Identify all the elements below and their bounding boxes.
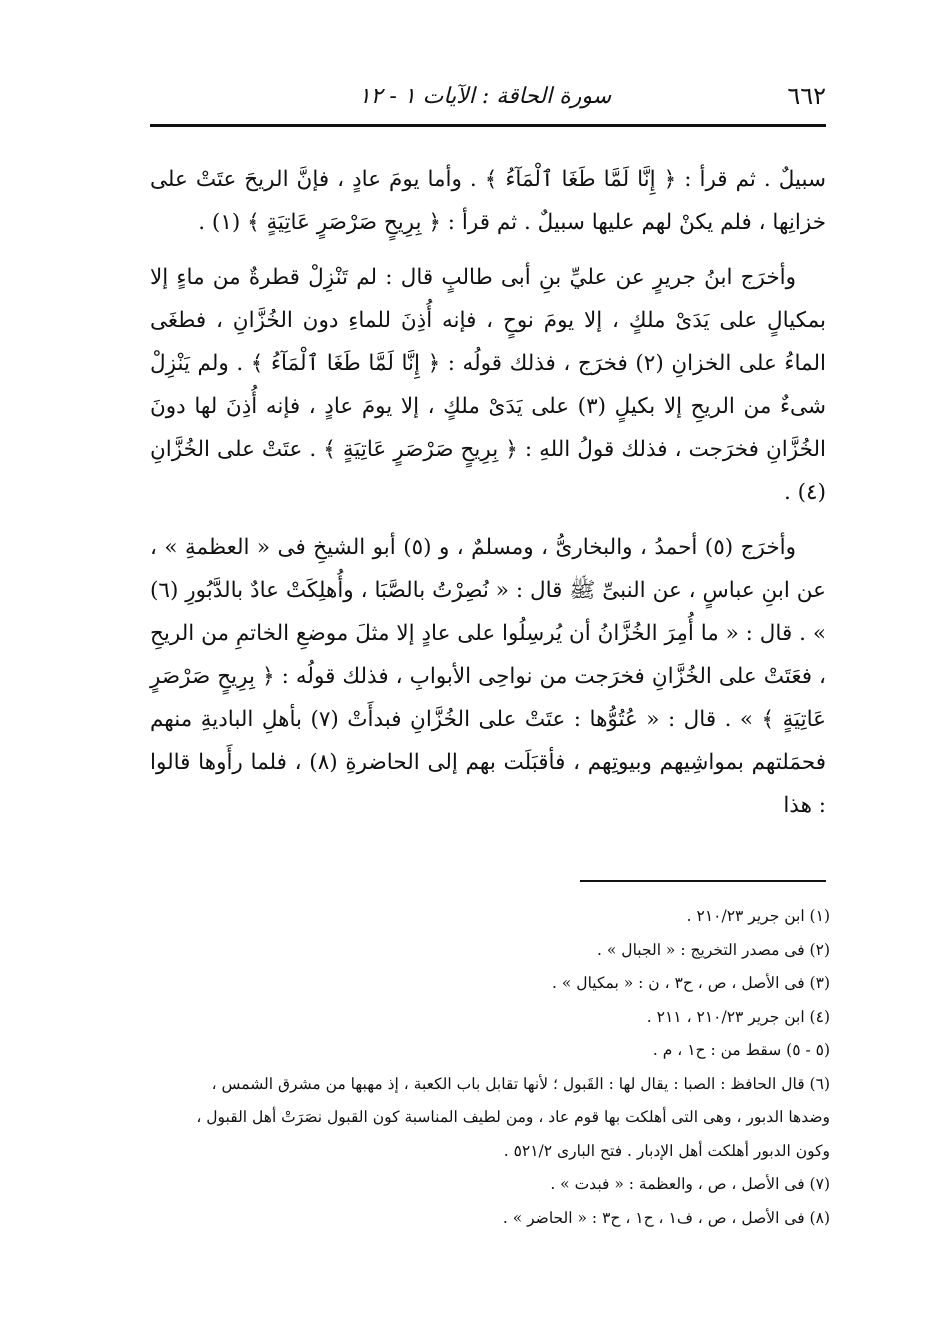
footnote: (٦) قال الحافظ : الصبا : يقال لها : القَبول ؛ لأنها تقابل باب الكعبة ، إذ مهبها من مشرق الشمس ، [211,1074,830,1093]
footnote-continuation: وكون الدبور أهلكت أهل الإدبار . فتح البارى ٥٢١/٢ . [503,1141,830,1160]
paragraph: وأخرَج ابنُ جريرٍ عن عليِّ بنِ أبى طالبٍ قال : لم تَنْزِلْ قطرةٌ من ماءٍ إلا بمكيالٍ على يَدَىْ ملكٍ ، إلا يومَ نوحٍ ، فإنه أُذِنَ للماءِ دون الخُزَّانِ ، فطغَى الماءُ على الخزانِ (٢) فخرَج ، فذلك قولُه : ﴿ إِنَّا لَمَّا طَغَا ٱلْمَآءُ ﴾ . ولم يَنْزِلْ شىءٌ من الريحِ إلا بكيلٍ (٣) على يَدَىْ ملكٍ ، إلا يومَ عادٍ ، فإنه أُذِنَ لها دونَ الخُزَّانِ فخرَجت ، فذلك قولُ اللهِ : ﴿ بِرِيحٍ صَرْصَرٍ عَاتِيَةٍ ﴾ . عتَتْ على الخُزَّانِ (٤) . [150,265,826,505]
footnotes [140,900,830,1235]
running-title: سورة الحاقة : الآيات ١ - ١٢ [358,84,612,109]
footnote-separator [580,880,826,882]
footnote: (٥ - ٥) سقط من : ح١ ، م . [652,1041,830,1059]
footnote: (٨) فى الأصل ، ص ، ف١ ، ح١ ، ح٣ : « الحاضر » . [502,1208,830,1227]
footnote-continuation: وضدها الدبور ، وهى التى أهلكت بها قوم عاد ، ومن لطيف المناسبة كون القبول نصَرَتْ أهل القبول ، [196,1108,830,1126]
paragraph: وأخرَج (٥) أحمدُ ، والبخارىُّ ، ومسلمٌ ، و (٥) أبو الشيخِ فى « العظمةِ » ، عن ابنِ عباسٍ ، عن النبىِّ ﷺ قال : « نُصِرْتُ بالصَّبَا ، وأُهلِكَتْ عادٌ بالدَّبُورِ (٦) » . قال : « ما أُمِرَ الخُزَّانُ أن يُرسِلُوا على عادٍ إلا مثلَ موضعِ الخاتمِ من الريحِ ، فعَتَتْ على الخُزَّانِ فخرَجت من نواحِى الأبوابِ ، فذلك قولُه : ﴿ بِرِيحٍ صَرْصَرٍ عَاتِيَةٍ ﴾ » . قال : « عُتُوُّها : عتَتْ على الخُزَّانِ فبدأَتْ (٧) بأهلِ الباديةِ منهم فحمَلتهم بمواشِيهم وبيوتِهم ، فأقبَلَت بهم إلى الحاضرةِ (٨) ، فلما رأَوها قالوا : هذا [150,535,826,818]
footnote: (١) ابن جرير ٢١٠/٢٣ . [686,907,830,925]
footnote: (٢) فى مصدر التخريج : « الجبال » . [597,940,830,959]
paragraph: سبيلٌ . ثم قرأ : ﴿ إِنَّا لَمَّا طَغَا ٱلْمَآءُ ﴾ . وأما يومَ عادٍ ، فإنَّ الريحَ عتَتْ على خزانِها ، فلم يكنْ لهم عليها سبيلٌ . ثم قرأ : ﴿ بِرِيحٍ صَرْصَرٍ عَاتِيَةٍ ﴾ (١) . [150,167,826,235]
footnote: (٣) فى الأصل ، ص ، ح٣ ، ن : « بمكيال » . [552,974,830,992]
footnote: (٤) ابن جرير ٢١٠/٢٣ ، ٢١١ . [646,1007,830,1026]
page-number: ٦٦٢ [787,82,826,110]
footnote: (٧) فى الأصل ، ص ، والعظمة : « فبدت » . [550,1175,830,1193]
page-header [150,78,826,127]
main-text [150,158,826,839]
